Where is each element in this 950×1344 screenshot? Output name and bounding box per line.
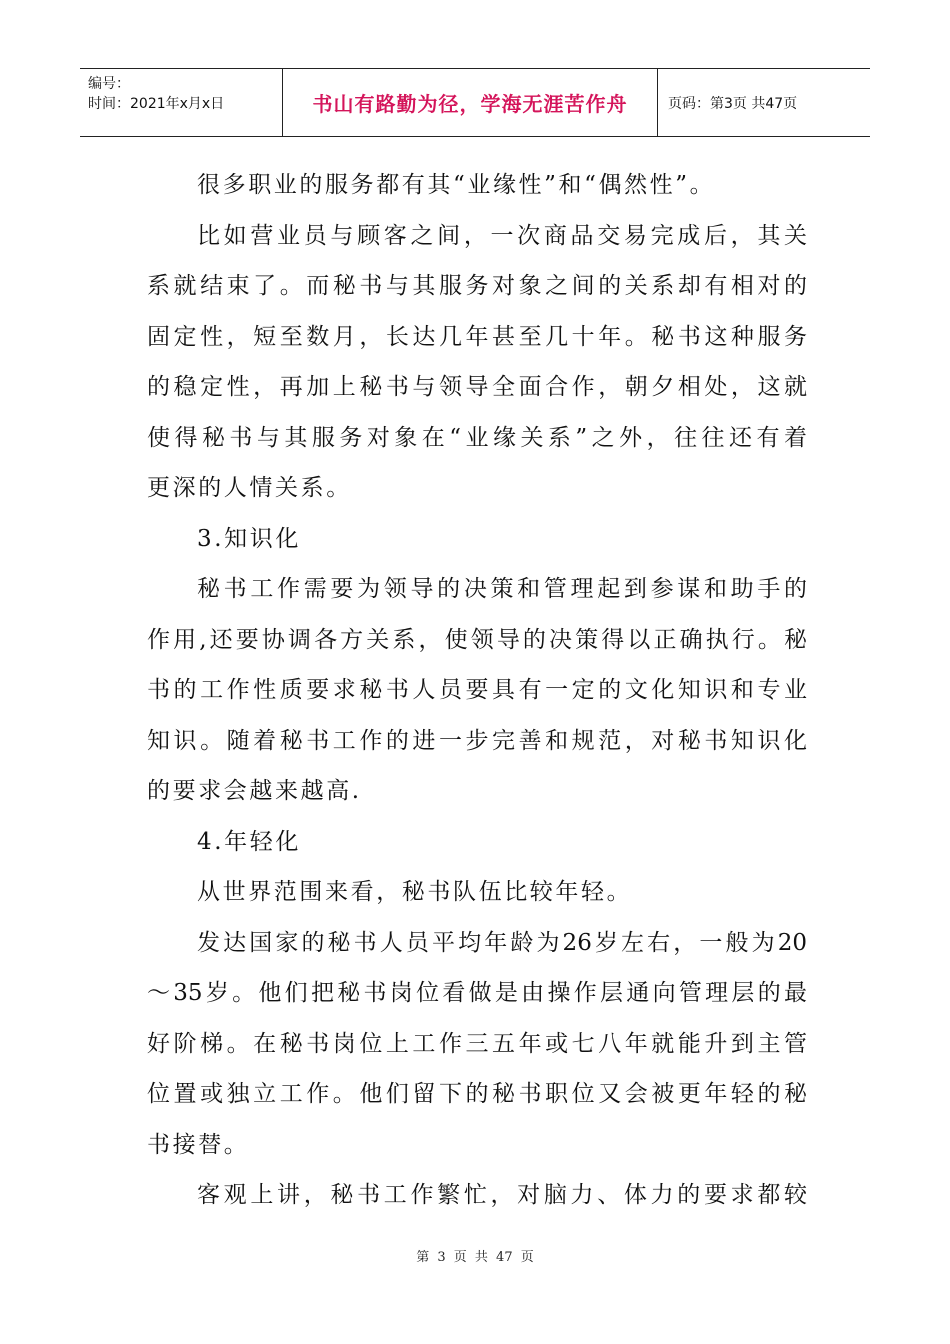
body-line: 固定性，短至数月，长达几年甚至几十年。秘书这种服务 xyxy=(147,323,807,350)
document-body xyxy=(147,160,807,1221)
body-line: 系就结束了。而秘书与其服务对象之间的关系却有相对的 xyxy=(147,273,807,299)
body-line: 好阶梯。在秘书岗位上工作三五年或七八年就能升到主管 xyxy=(147,1030,807,1057)
header-motto-cell xyxy=(283,69,658,136)
body-line: 作用,还要协调各方关系，使领导的决策得以正确执行。秘 xyxy=(147,626,807,653)
header-motto: 书山有路勤为径，学海无涯苦作舟 xyxy=(312,92,628,116)
body-line: 比如营业员与顾客之间，一次商品交易完成后，其关 xyxy=(197,222,807,249)
document-number-label: 编号： xyxy=(88,76,130,92)
page-footer: 第 3 页 共 47 页 xyxy=(416,1250,534,1265)
body-line: 使得秘书与其服务对象在“业缘关系”之外，往往还有着 xyxy=(147,424,807,451)
body-line: 更深的人情关系。 xyxy=(147,475,352,501)
body-line: 秘书工作需要为领导的决策和管理起到参谋和助手的 xyxy=(197,576,807,602)
section-heading: 4.年轻化 xyxy=(197,828,301,855)
body-line: 书的工作性质要求秘书人员要具有一定的文化知识和专业 xyxy=(147,677,807,703)
body-line: 从世界范围来看，秘书队伍比较年轻。 xyxy=(197,879,633,905)
section-heading: 3.知识化 xyxy=(197,525,301,552)
body-line: 位置或独立工作。他们留下的秘书职位又会被更年轻的秘 xyxy=(147,1081,807,1107)
header-page-cell xyxy=(658,69,870,136)
header-page-info: 页码：第3页 共47页 xyxy=(668,95,798,112)
body-line: 的稳定性，再加上秘书与领导全面合作，朝夕相处，这就 xyxy=(147,374,807,400)
header-meta-cell xyxy=(80,69,283,136)
page-header xyxy=(80,68,870,137)
body-line: 的要求会越来越高. xyxy=(147,778,362,804)
body-line: ～35岁。他们把秘书岗位看做是由操作层通向管理层的最 xyxy=(147,980,807,1006)
body-line: 书接替。 xyxy=(147,1131,250,1158)
body-line: 发达国家的秘书人员平均年龄为26岁左右，一般为20 xyxy=(197,929,807,956)
body-line: 很多职业的服务都有其“业缘性”和“偶然性”。 xyxy=(197,172,716,198)
body-line: 知识。随着秘书工作的进一步完善和规范，对秘书知识化 xyxy=(147,727,807,754)
document-date-label: 时间：2021年x月x日 xyxy=(88,96,225,112)
body-line: 客观上讲，秘书工作繁忙，对脑力、体力的要求都较 xyxy=(197,1182,807,1208)
